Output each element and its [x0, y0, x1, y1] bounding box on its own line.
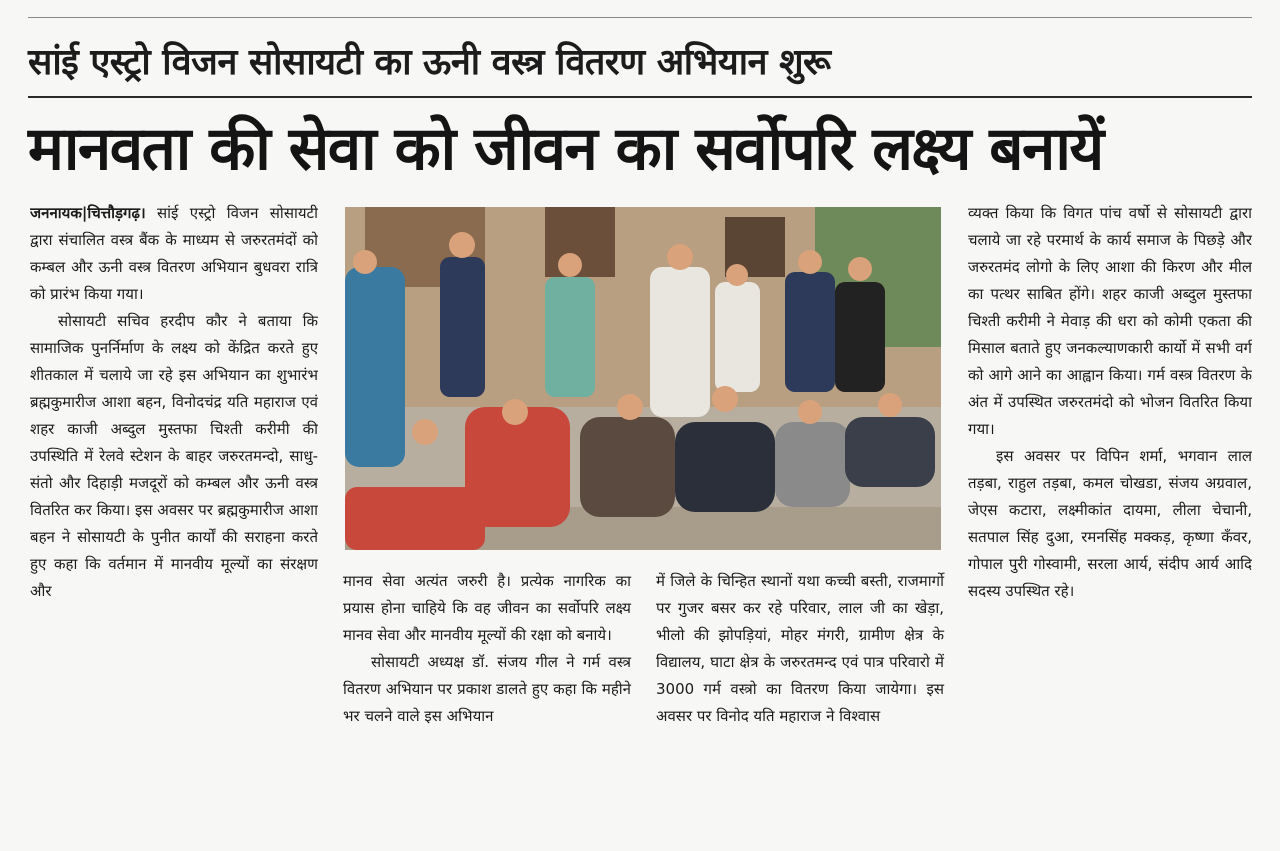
article-column-2 [343, 568, 631, 730]
paragraph-4: सोसायटी अध्यक्ष डॉ. संजय गील ने गर्म वस्त्र वितरण अभियान पर प्रकाश डालते हुए कहा कि महीने भर चलने वाले इस अभियान [343, 653, 631, 725]
news-photo [345, 207, 941, 550]
paragraph-2: सोसायटी सचिव हरदीप कौर ने बताया कि सामाजिक पुनर्निर्माण के लक्ष्य को केंद्रित करते हुए शीतकाल में चलाये जा रहे इस अभियान का शुभारंभ ब्रह्मकुमारीज आशा बहन, विनोदचंद्र यति महाराज एवं शहर काजी अब्दुल मुस्तफा चिश्ती करीमी की उपस्थिति में रेलवे स्टेशन के बाहर जरुरतमन्दो, साधु-संतो और दिहाड़ी मजदूरों को कम्बल और ऊनी वस्त्र वितरित कर किया। इस अवसर पर ब्रह्मकुमारीज आशा बहन ने सोसायटी के पुनीत कार्यों की सराहना करते हुए कहा कि वर्तमान में मानवीय मूल्यों का संरक्षण और [30, 312, 318, 600]
news-photo-illustration [345, 207, 941, 550]
paragraph-3: मानव सेवा अत्यंत जरुरी है। प्रत्येक नागरिक का प्रयास होना चाहिये कि वह जीवन का सर्वोपरि लक्ष्य मानव सेवा और मानवीय मूल्यों की रक्षा को बनाये। [343, 572, 631, 644]
top-rule [28, 17, 1252, 18]
article-column-4 [968, 200, 1252, 840]
paragraph-7: इस अवसर पर विपिन शर्मा, भगवान लाल तड़बा, राहुल तड़बा, कमल चोखडा, संजय अग्रवाल, जेएस कटारा, लक्ष्मीकांत दायमा, लीला चेचानी, सतपाल सिंह दुआ, रमनसिंह मक्कड़, कृष्णा कँवर, गोपाल पुरी गोस्वामी, सरला आर्य, संदीप आर्य आदि सदस्य उपस्थित रहे। [968, 447, 1252, 600]
kicker-headline: सांई एस्ट्रो विजन सोसायटी का ऊनी वस्त्र वितरण अभियान शुरू [28, 42, 831, 83]
headline-rule [28, 96, 1252, 98]
article-column-1 [30, 200, 318, 840]
article-column-3 [656, 568, 944, 730]
byline: जननायक|चित्तौड़गढ़। [30, 204, 146, 222]
paragraph-1-text: सांई एस्ट्रो विजन सोसायटी द्वारा संचालित वस्त्र बैंक के माध्यम से जरुरतमंदों को कम्बल और ऊनी वस्त्र वितरण अभियान बुधवरा रात्रि को प्रारंभ किया गया। [30, 204, 318, 303]
main-headline: मानवता की सेवा को जीवन का सर्वोपरि लक्ष्य बनायें [28, 114, 1103, 184]
paragraph-5: में जिले के चिन्हित स्थानों यथा कच्ची बस्ती, राजमार्गो पर गुजर बसर कर रहे परिवार, लाल जी का खेड़ा, भीलो की झोपड़ियां, मोहर मंगरी, ग्रामीण क्षेत्र के विद्यालय, घाटा क्षेत्र के जरुरतमन्द एवं पात्र परिवारो में 3000 गर्म वस्त्रो का वितरण किया जायेगा। इस अवसर पर विनोद यति महाराज ने विश्वास [656, 572, 944, 725]
paragraph-1 [30, 200, 318, 308]
paragraph-6: व्यक्त किया कि विगत पांच वर्षो से सोसायटी द्वारा चलाये जा रहे परमार्थ के कार्य समाज के पिछड़े और जरुरतमंद लोगो के लिए आशा की किरण और मील का पत्थर साबित होंगे। शहर काजी अब्दुल मुस्तफा चिश्ती करीमी ने मेवाड़ की धरा को कोमी एकता की मिसाल बताते हुए जनकल्याणकारी कार्यो में सभी वर्ग को आगे आने का आह्वान किया। गर्म वस्त्र वितरण के अंत में उपस्थित जरुरतमंदो को भोजन वितरित किया गया। [968, 204, 1252, 438]
